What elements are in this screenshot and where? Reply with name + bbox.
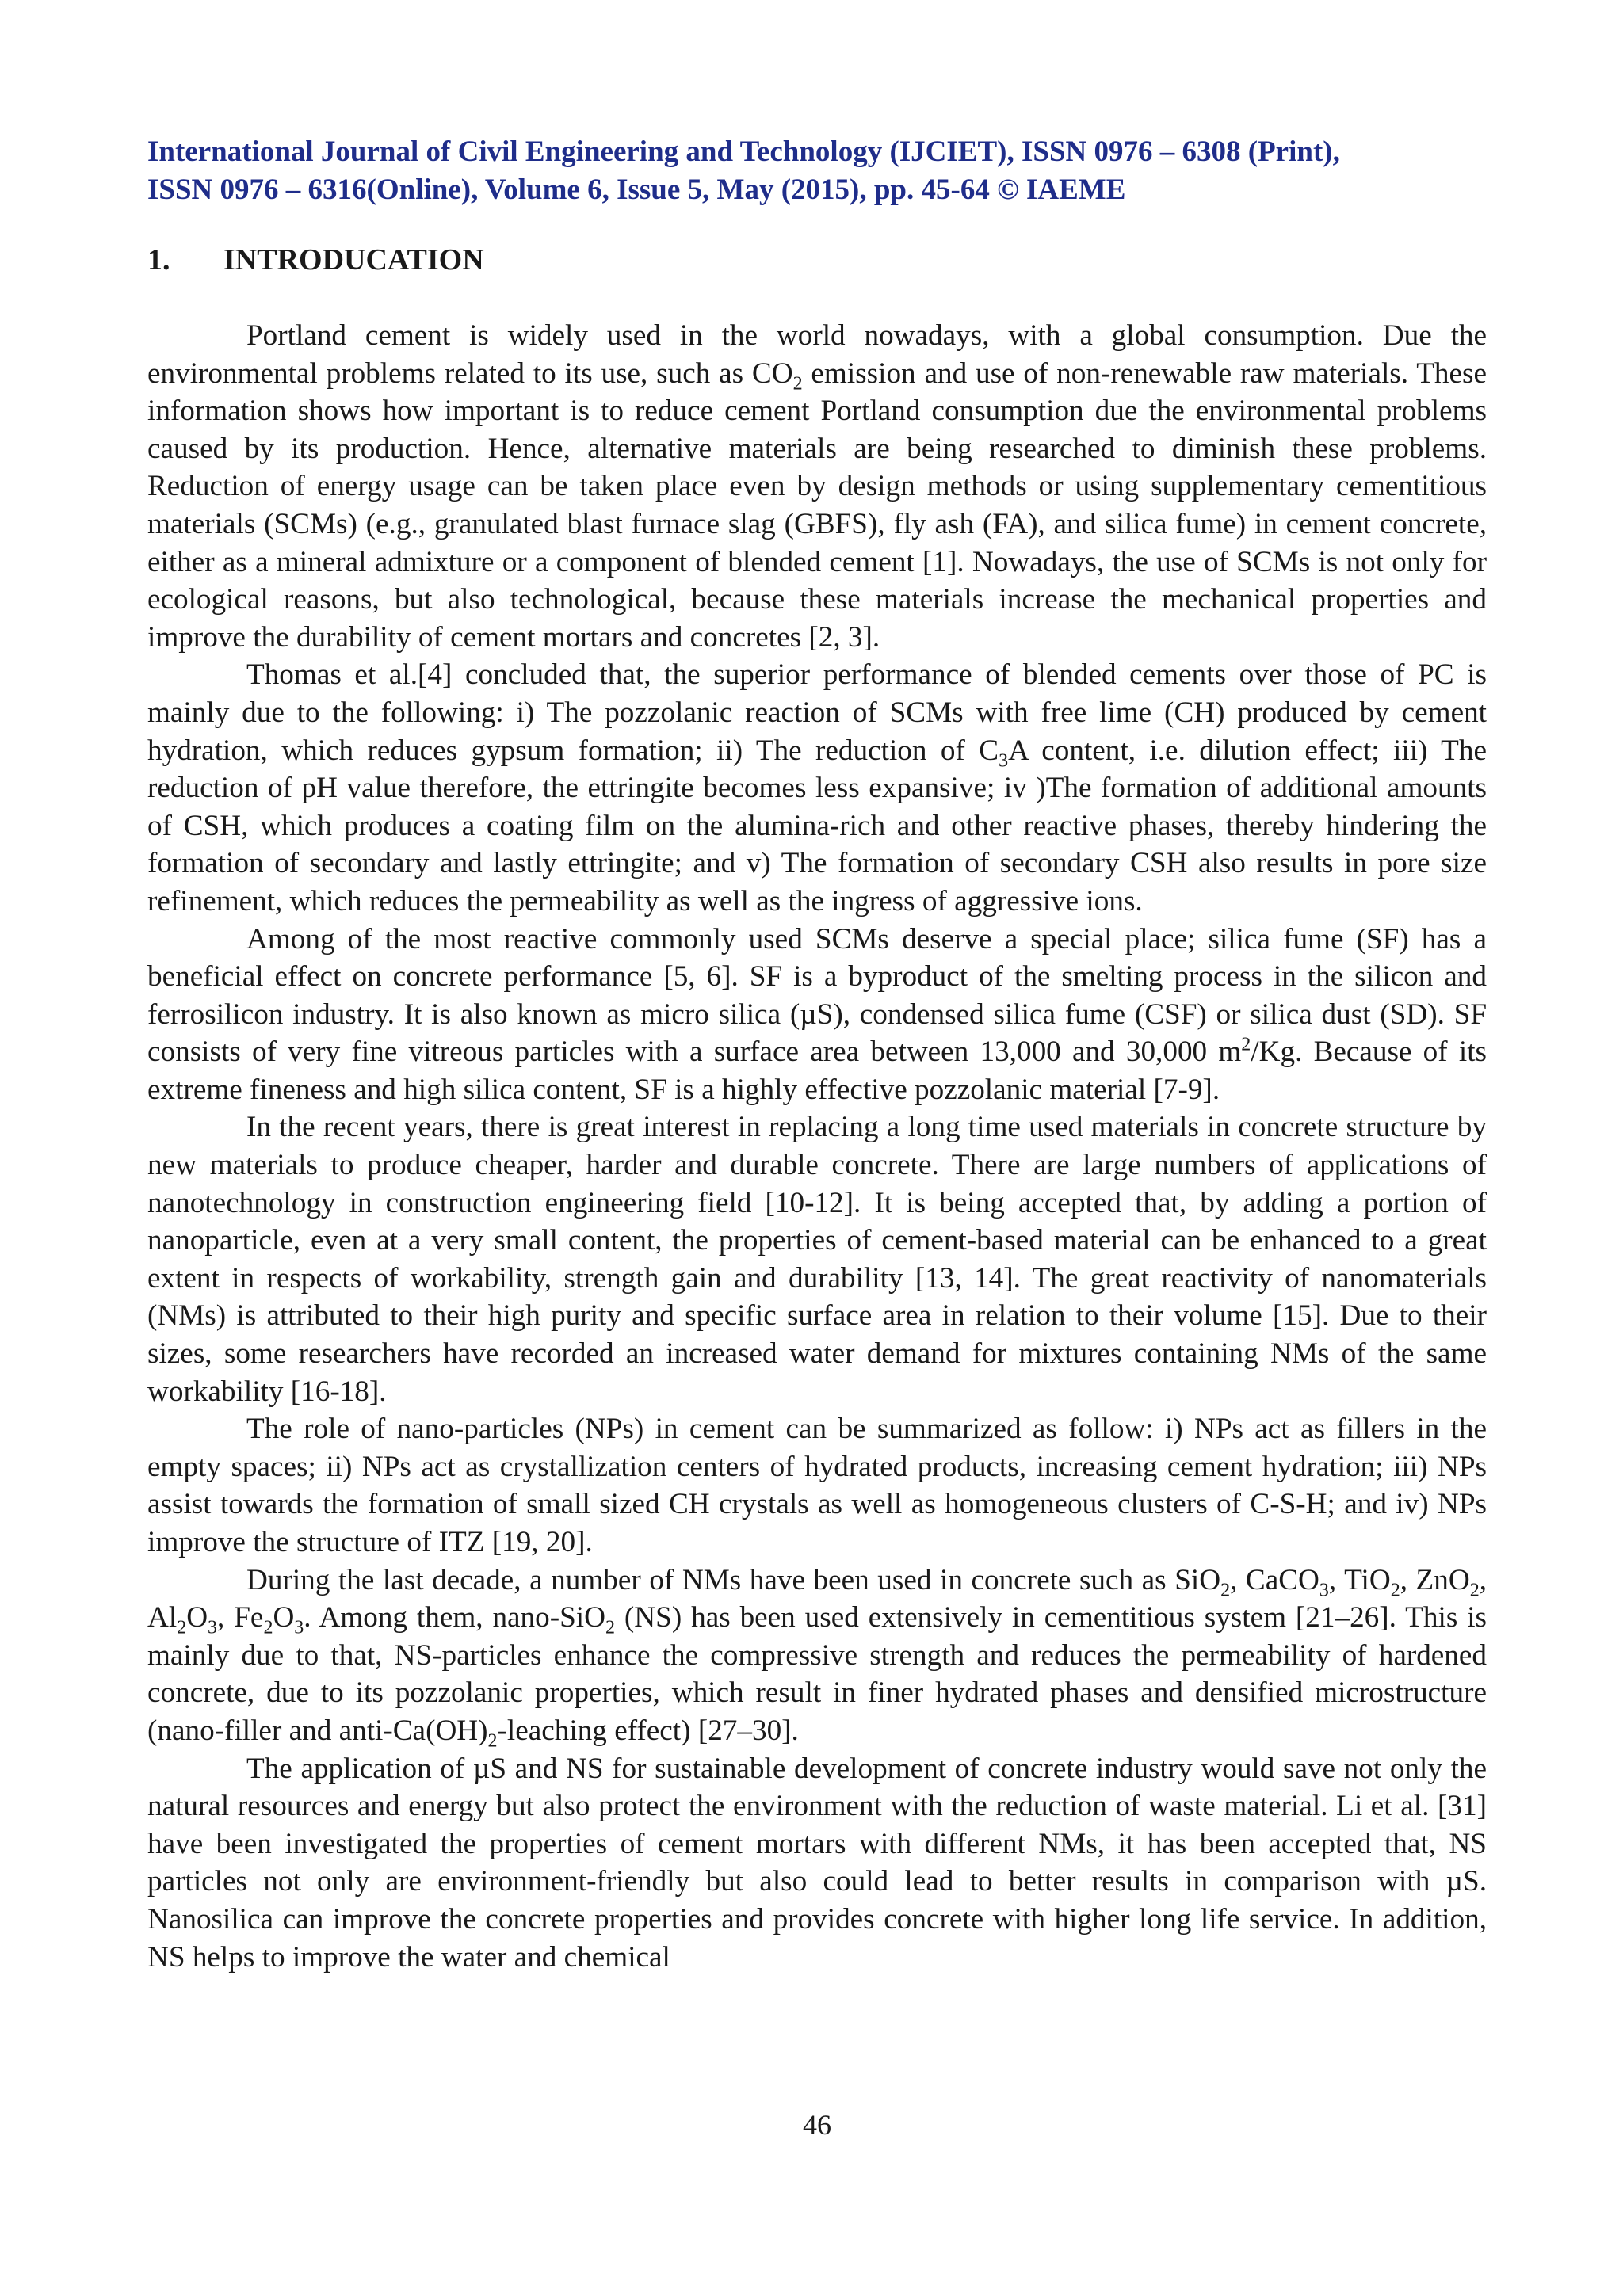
paragraph-6: During the last decade, a number of NMs have been used in concrete such as SiO$_2$, CaCO$_3$, TiO$_2$, ZnO$_2$, $Al_2O_3$, $Fe_2O_3$. Among them, nano-SiO$_2$ (NS) has been used extensively in cementitious system [21–26]. This is mainly due to that, NS-particles enhance the compressive strength and reduces the permeability of hardened concrete, due to its pozzolanic properties, which result in finer hydrated phases and densified microstructure (nano-filler and anti-$Ca(OH)_2$-leaching effect) [27–30]. [147,1563,1487,1752]
subscript: 3 [294,1617,304,1638]
subscript: 2 [605,1617,615,1638]
subscript: 3 [208,1617,218,1638]
section-title: INTRODUCATION [223,243,484,277]
document-page [147,0,1487,2296]
superscript: 2 [1241,1034,1251,1055]
body-text [147,317,1487,1976]
subscript: 3 [999,749,1009,771]
subscript: 2 [1220,1580,1231,1601]
subscript: 3 [1319,1580,1329,1601]
paragraph-1: Portland cement is widely used in the world nowadays, with a global consumption. Due the environmental problems related to its use, such as $CO_2$ emission and use of non-renewable raw materials. These information shows how important is to reduce cement Portland consumption due the environmental problems caused by its production. Hence, alternative materials are being researched to diminish these problems. Reduction of energy usage can be taken place even by design methods or using supplementary cementitious materials (SCMs) (e.g., granulated blast furnace slag (GBFS), fly ash (FA), and silica fume) in cement concrete, either as a mineral admixture or a component of blended cement [1]. Nowadays, the use of SCMs is not only for ecological reasons, but also technological, because these materials increase the mechanical properties and improve the durability of cement mortars and concretes [2, 3]. [147,319,1487,654]
subscript: 2 [177,1617,187,1638]
header-line-2: ISSN 0976 – 6316(Online), Volume 6, Issue 5, May (2015), pp. 45-64 © IAEME [147,174,1126,206]
paragraph-7: The application of µS and NS for sustainable development of concrete industry would save not only the natural resources and energy but also protect the environment with the reduction of waste material. Li et al. [31] have been investigated the properties of cement mortars with different NMs, it has been accepted that, NS particles not only are environment-friendly but also could lead to better results in comparison with µS. Nanosilica can improve the concrete properties and provides concrete with higher long life service. In addition, NS helps to improve the water and chemical [147,1752,1487,1974]
paragraph-2: Thomas et al.[4] concluded that, the superior performance of blended cements over those of PC is mainly due to the following: i) The pozzolanic reaction of SCMs with free lime (CH) produced by cement hydration, which reduces gypsum formation; ii) The reduction of $C_3A$ content, i.e. dilution effect; iii) The reduction of pH value therefore, the ettringite becomes less expansive; iv )The formation of additional amounts of CSH, which produces a coating film on the alumina-rich and other reactive phases, thereby hindering the formation of secondary and lastly ettringite; and v) The formation of secondary CSH also results in pore size refinement, which reduces the permeability as well as the ingress of aggressive ions. [147,658,1487,917]
page-number: 46 [803,2109,831,2141]
subscript: 2 [792,373,803,395]
subscript: 2 [1469,1580,1480,1601]
journal-running-header [147,133,1487,209]
paragraph-3: Among of the most reactive commonly used SCMs deserve a special place; silica fume (SF) has a beneficial effect on concrete performance [5, 6]. SF is a byproduct of the smelting process in the silicon and ferrosilicon industry. It is also known as micro silica (µS), condensed silica fume (CSF) or silica dust (SD). SF consists of very fine vitreous particles with a surface area between 13,000 and 30,000 $m^2/Kg$. Because of its extreme fineness and high silica content, SF is a highly effective pozzolanic material [7-9]. [147,922,1487,1106]
section-number: 1. [147,243,170,277]
paragraph-5: The role of nano-particles (NPs) in cement can be summarized as follow: i) NPs act as fillers in the empty spaces; ii) NPs act as crystallization centers of hydrated products, increasing cement hydration; iii) NPs assist towards the formation of small sized CH crystals as well as homogeneous clusters of C-S-H; and iv) NPs improve the structure of ITZ [19, 20]. [147,1413,1487,1558]
paragraph-4: In the recent years, there is great interest in replacing a long time used materials in concrete structure by new materials to produce cheaper, harder and durable concrete. There are large numbers of applications of nanotechnology in construction engineering field [10-12]. It is being accepted that, by adding a portion of nanoparticle, even at a very small content, the properties of cement-based material can be enhanced to a great extent in respects of workability, strength gain and durability [13, 14]. The great reactivity of nanomaterials (NMs) is attributed to their high purity and specific surface area in relation to their volume [15]. Due to their sizes, some researchers have recorded an increased water demand for mixtures containing NMs of the same workability [16-18]. [147,1111,1487,1408]
subscript: 2 [1390,1580,1400,1601]
subscript: 2 [263,1617,273,1638]
subscript: 2 [487,1730,498,1752]
header-line-1: International Journal of Civil Engineering and Technology (IJCIET), ISSN 0976 – 6308 (Print), [147,135,1340,168]
section-heading [147,241,484,279]
